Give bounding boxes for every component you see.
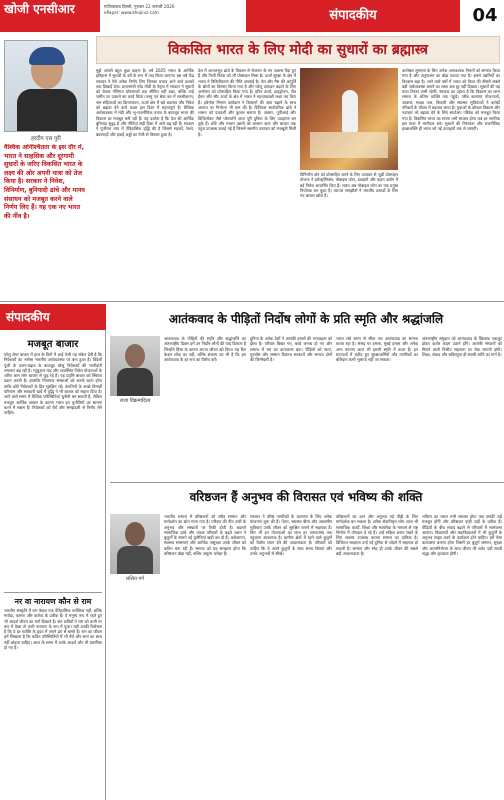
lead-column-2: देश में आधारभूत ढांचे के विकास से रोजगार के नए अवसर पैदा हुए हैं और निजी निवेश को भी प्रोत्साहन मिला है। ऊर्जा सुरक्षा के क्षेत्र में भारत ने विविधीकरण की नीति अपनाई है। तेल और गैस की आपूर्ति के स्रोतों का विस्तार किया गया है और घरेलू उत्पादन बढ़ाने के लिए अन्वेषण को प्रोत्साहित किया गया है। हरित ऊर्जा, हाइड्रोजन, जैव ईंधन और सौर ऊर्जा के क्षेत्र में भारत ने महत्वाकांक्षी लक्ष्य तय किए हैं। इथेनॉल मिश्रण कार्यक्रम ने किसानों की आय बढ़ाने के साथ आयात पर निर्भरता भी कम की है। डिजिटल सार्वजनिक ढांचे ने शासन को पारदर्शी और कुशल बनाया है। आधार, यूपीआई और डिजिलॉकर जैसे प्लेटफॉर्म आज पूरी दुनिया के लिए उदाहरण बन चुके हैं। छोटे और मध्यम उद्यमों को आसान ऋण और बाजार तक पहुंच उपलब्ध कराई गई है जिससे स्थानीय उत्पादन को मजबूती मिली है। [198, 68, 296, 137]
divider [110, 482, 504, 483]
paper-name: खोजी एनसीआर [0, 0, 100, 32]
editorial-band: संपादकीय [0, 304, 106, 330]
article2-author-caption: राजा विक्रमादित्य [119, 398, 151, 404]
masthead-meta [104, 4, 244, 16]
article3-column-4: भविष्य का भारत तभी सशक्त होगा जब उसकी जड़ें मजबूत होंगी और वरिष्ठजन इन्हीं जड़ों के प्रतीक हैं। पीढ़ियों के बीच संवाद बढ़ाने से परिवारों में सामंजस्य आएगा। विद्यालयों और महाविद्यालयों में भी बुजुर्गों के अनुभव साझा करने के कार्यक्रम होने चाहिए। हमें ऐसा वातावरण बनाना होगा जिसमें हर बुजुर्ग सम्मान, सुरक्षा और आत्मनिर्भरता के साथ जीवन जी सके। यही सच्ची श्रद्धा और कृतज्ञता होगी। [422, 514, 502, 557]
lead-headline: विकसित भारत के लिए मोदी का सुधारों का ब्रह्मास्त्र [96, 36, 500, 64]
article3-column-2: सरकार ने वरिष्ठ नागरिकों के कल्याण के लिए अनेक योजनाएं शुरू की हैं। पेंशन, स्वास्थ्य बीमा और आवासीय सुविधाएं उनके जीवन को सुरक्षित बनाने में सहायक हैं। फिर भी इन योजनाओं का लाभ हर जरूरतमंद तक पहुंचाना आवश्यक है। ग्रामीण क्षेत्रों में रहने वाले बुजुर्गों को विशेष ध्यान देने की आवश्यकता है। परिवारों को चाहिए कि वे अपने बुजुर्गों के साथ समय बिताएं और उनके अनुभवों से सीखें। [250, 514, 332, 557]
pull-quote: वैश्विक अनिश्चितता के इस दौर में, भारत ने साहसिक और दूरगामी सुधारों के जरिए विकसित भारत के लक्ष्य की ओर अपनी यात्रा को तेज किया है। सरकार ने निवेश, विनिर्माण, बुनियादी ढांचे और मानव संसाधन को मजबूत करने वाले निर्णय लिए हैं। यह एक नए भारत की नींव है। [4, 144, 85, 220]
second-editorial-text: भारतीय संस्कृति में राम केवल एक ऐतिहासिक व्यक्तित्व नहीं, बल्कि मर्यादा, करुणा और कर्तव्य के प्रतीक हैं। वे मनुष्य रूप में रहते हुए भी आदर्श जीवन का मार्ग दिखाते हैं। संत कवियों ने राम को कभी नर रूप में देखा तो कभी नारायण के रूप में पूजा। यही उनकी विशेषता है कि वे हर व्यक्ति के हृदय में अपने ढंग से बसते हैं। राम का जीवन हमें सिखाता है कि कठिन परिस्थितियों में भी धैर्य और सत्य का साथ नहीं छोड़ना चाहिए। आज के समय में उनके आदर्श और भी प्रासंगिक हो गए हैं। [4, 608, 102, 651]
article3-author-caption: ललित गर्ग [125, 576, 145, 582]
editorial-text: घरेलू शेयर बाजार में हाल के दिनों में आई तेजी यह संकेत देती है कि निवेशकों का भरोसा भारतीय अर्थव्यवस्था पर बना हुआ है। विदेशी पूंजी के उतार-चढ़ाव के बावजूद घरेलू निवेशकों की भागीदारी लगातार बढ़ रही है। म्यूचुअल फंड और व्यवस्थित निवेश योजनाओं के जरिए आम लोग बाजार से जुड़ रहे हैं। यह प्रवृत्ति बाजार को स्थिरता प्रदान करती है। हालांकि नियामक संस्थाओं को सतर्क रहना होगा ताकि छोटे निवेशकों के हित सुरक्षित रहें। कंपनियों के अच्छे तिमाही परिणाम और सरकारी खर्च में वृद्धि ने भी बाजार को सहारा दिया है। आने वाले समय में वैश्विक परिस्थितियां चुनौती बन सकती हैं, लेकिन मजबूत आर्थिक आधार के कारण भारत इन चुनौतियों का सामना करने में सक्षम है। निवेशकों को धैर्य और समझदारी से निर्णय लेने चाहिए। [4, 352, 102, 416]
lead-article-photo [300, 68, 398, 170]
lead-column-1: मुझे आपसे बहुत कुछ कहना है। वर्ष 2025 भारत के आर्थिक इतिहास में सुधारों के वर्ष के रूप में याद किया जाएगा। इस वर्ष केंद्र सरकार ने ऐसे अनेक निर्णय लिए जिनका प्रभाव आने वाले दशकों तक दिखाई देगा। प्रधानमंत्री नरेंद्र मोदी के नेतृत्व में सरकार ने सुधारों को केवल नीतिगत घोषणाओं तक सीमित नहीं रखा, बल्कि उन्हें जमीन पर उतारने का कार्य किया। वस्तु एवं सेवा कर में सरलीकरण, श्रम संहिताओं का क्रियान्वयन, ऊर्जा क्षेत्र में बड़े बदलाव और निवेश को बढ़ावा देने वाले कदम इस दिशा में महत्वपूर्ण हैं। वैश्विक अर्थव्यवस्था में मंदी और भू-राजनीतिक तनाव के बावजूद भारत की विकास दर मजबूत बनी रही है। यह दर्शाता है कि देश की आर्थिक बुनियाद सुदृढ़ है और नीतियां सही दिशा में आगे बढ़ रही हैं। सरकार ने पूंजीगत व्यय में ऐतिहासिक वृद्धि की है जिससे सड़कों, रेलवे, बंदरगाहों और हवाई अड्डों का तेजी से विस्तार हुआ है। [96, 68, 194, 137]
article2-column-3: भारत लंबे समय से सीमा पार आतंकवाद का सामना करता रहा है। संसद पर हमला, मुंबई हमला और अनेक अन्य घटनाएं आज भी हमारी स्मृति में ताजा हैं। इन घटनाओं में शहीद हुए सुरक्षाकर्मियों और नागरिकों का बलिदान कभी भुलाया नहीं जा सकता। [336, 336, 418, 363]
article3-author-photo [110, 514, 160, 574]
lead-column-4: कारोबार सुगमता के लिए अनेक अनावश्यक नियमों को समाप्त किया गया है और अनुपालन का बोझ घटाया गया है। इससे उद्यमियों का विश्वास बढ़ा है। आने वाले वर्षों में भारत को विश्व की तीसरी सबसे बड़ी अर्थव्यवस्था बनाने का लक्ष्य अब दूर नहीं दिखता। सुधारों की यह यात्रा निरंतर जारी रहेगी। सरकार का उद्देश्य है कि विकास का लाभ समाज के अंतिम व्यक्ति तक पहुंचे। गरीब कल्याण योजनाओं, आवास, स्वच्छ जल, बिजली और स्वास्थ्य सुविधाओं ने करोड़ों परिवारों के जीवन में बदलाव लाया है। युवाओं के कौशल विकास और नवाचार को बढ़ावा देने के लिए स्टार्टअप परिवेश को मजबूत किया गया है। विकसित भारत का सपना तभी साकार होगा जब हर नागरिक इस यात्रा में भागीदार बने। सुधारों की निरंतरता और राजनीतिक इच्छाशक्ति ही भारत को नई ऊंचाइयों तक ले जाएगी। [402, 68, 500, 132]
masthead [0, 0, 504, 32]
article2-column-4: अंतरराष्ट्रीय समुदाय को आतंकवाद के खिलाफ एकजुट होकर कठोर कदम उठाने होंगे। आतंकी संगठनों को मिलने वाली वित्तीय सहायता पर रोक लगानी होगी। शिक्षा, संवाद और सहिष्णुता ही स्थायी शांति का मार्ग है। [422, 336, 502, 357]
lead-column-3: विनिर्माण क्षेत्र को प्रोत्साहित करने के लिए उत्पादन से जुड़ी प्रोत्साहन योजना ने इलेक्ट्रॉनिक्स, मोबाइल फोन, दवाइयों और वाहन उद्योग में बड़े निवेश आकर्षित किए हैं। भारत अब मोबाइल फोन का एक प्रमुख निर्यातक बन चुका है। व्यापार समझौतों ने भारतीय उत्पादों के लिए नए बाजार खोले हैं। [300, 172, 398, 199]
author-caption: हरदीप एस पुरी [31, 136, 61, 142]
article3-column-1: भारतीय समाज में वरिष्ठजनों को सदैव सम्मान और मार्गदर्शन का स्रोत माना गया है। परिवार की नींव उन्हीं के अनुभव और संस्कारों पर टिकी होती है। बदलते सामाजिक ढांचे और एकल परिवारों के बढ़ते चलन ने बुजुर्गों के सामने नई चुनौतियां खड़ी कर दी हैं। अकेलापन, स्वास्थ्य समस्याएं और आर्थिक असुरक्षा उनके जीवन को कठिन बना रही हैं। समाज को यह समझना होगा कि वरिष्ठजन बोझ नहीं, बल्कि अमूल्य धरोहर हैं। [164, 514, 246, 557]
editorial-column [0, 304, 106, 800]
issue-date: गाजियाबाद दिल्ली, गुरुवार 22 जनवरी 2026 [104, 4, 175, 9]
article2-column-1: आतंकवाद के पीड़ितों की स्मृति और श्रद्धांजलि का अंतरराष्ट्रीय दिवस हमें उन निर्दोष लोगों की याद दिलाता है जिन्होंने हिंसा के कारण अपना जीवन खो दिया। यह दिन केवल शोक का नहीं, बल्कि संकल्प का भी है कि हम आतंकवाद के हर रूप का विरोध करें। [164, 336, 246, 363]
section-title: संपादकीय [246, 0, 460, 32]
author-photo [4, 40, 88, 132]
editorial-title: मजबूत बाजार [27, 339, 79, 350]
article3-headline: वरिष्ठजन हैं अनुभव की विरासत एवं भविष्य की शक्ति [189, 490, 423, 504]
article2-author-photo [110, 336, 160, 396]
article2-column-2: दुनिया के अनेक देशों ने आतंकी हमलों की भयावहता को झेला है। परिवार बिखर गए, बच्चे अनाथ हो गए और समाज में भय का वातावरण बना। पीड़ितों को न्याय, पुनर्वास और सम्मान दिलाना सरकारों और समाज दोनों की जिम्मेदारी है। [250, 336, 332, 363]
page-number: 04 [472, 5, 498, 26]
second-editorial-title: नर वा नारायण कौन से राम [4, 592, 102, 607]
article3-column-3: वरिष्ठजनों का ज्ञान और अनुभव नई पीढ़ी के लिए मार्गदर्शक बन सकता है। अनेक सेवानिवृत्त लोग आज भी सामाजिक कार्यों, शिक्षा और स्वयंसेवा के माध्यम से राष्ट्र निर्माण में योगदान दे रहे हैं। उन्हें सक्रिय बनाए रखने के लिए अवसर उपलब्ध कराना समाज का दायित्व है। डिजिटल साक्षरता उन्हें नई दुनिया से जोड़ने में सहायक हो सकती है। सम्मान और स्नेह ही उनके जीवन की सबसे बड़ी आवश्यकता है। [336, 514, 418, 557]
epaper-link[interactable]: ePaper: www.khojincr.com [104, 10, 159, 15]
lead-article [0, 34, 504, 302]
article2-headline: आतंकवाद के पीड़ितों निर्दोष लोगों के प्रति स्मृति और श्रद्धांजलि [168, 312, 444, 326]
